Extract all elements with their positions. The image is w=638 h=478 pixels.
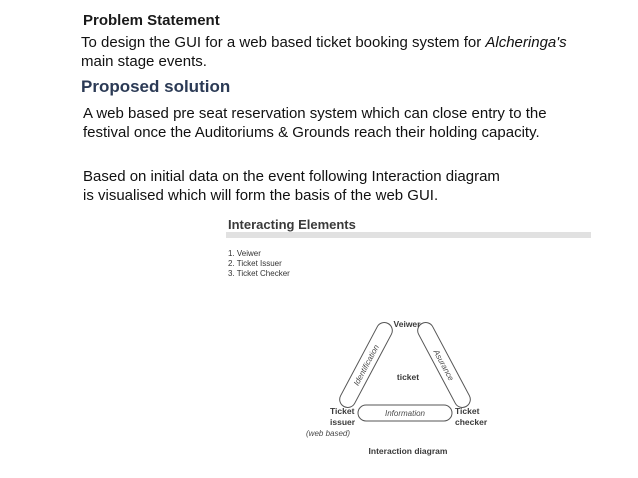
edge-information — [358, 405, 452, 421]
solution-heading: Proposed solution — [81, 77, 231, 96]
node-ticket-issuer-note: (web based) — [306, 429, 351, 438]
edge-identification — [337, 320, 395, 411]
node-viewer: Veiwer — [393, 319, 421, 329]
problem-heading: Problem Statement — [83, 12, 220, 29]
list-item-ticket-checker: 3. Ticket Checker — [228, 269, 290, 278]
edge-asurance — [415, 320, 473, 411]
solution-line1: A web based pre seat reservation system which can close entry to the — [83, 105, 547, 122]
basis-line1: Based on initial data on the event following Interaction diagram — [83, 168, 500, 185]
node-ticket-issuer-line2: issuer — [330, 417, 356, 427]
node-ticket-issuer-line1: Ticket — [330, 406, 355, 416]
edge-information-label: Information — [384, 409, 426, 418]
figure-title: Interacting Elements — [228, 217, 356, 232]
node-ticket-checker-line2: checker — [455, 417, 488, 427]
problem-line1-prefix: To design the GUI for a web based ticket booking system for — [81, 34, 486, 51]
diagram-caption: Interaction diagram — [368, 446, 448, 456]
problem-line2: main stage events. — [81, 53, 207, 70]
diagram-center-ticket: ticket — [396, 372, 420, 382]
list-item-ticket-issuer: 2. Ticket Issuer — [228, 259, 282, 268]
node-ticket-checker-line1: Ticket — [455, 406, 480, 416]
problem-line1-emphasis: Alcheringa's — [485, 34, 567, 51]
edge-identification-label: Identification — [351, 343, 381, 388]
solution-line2: festival once the Auditoriums & Grounds reach their holding capacity. — [83, 124, 540, 141]
list-item-viewer: 1. Veiwer — [228, 249, 261, 258]
basis-line2: is visualised which will form the basis of the web GUI. — [83, 187, 439, 204]
edge-asurance-label: Asurance — [431, 348, 456, 383]
